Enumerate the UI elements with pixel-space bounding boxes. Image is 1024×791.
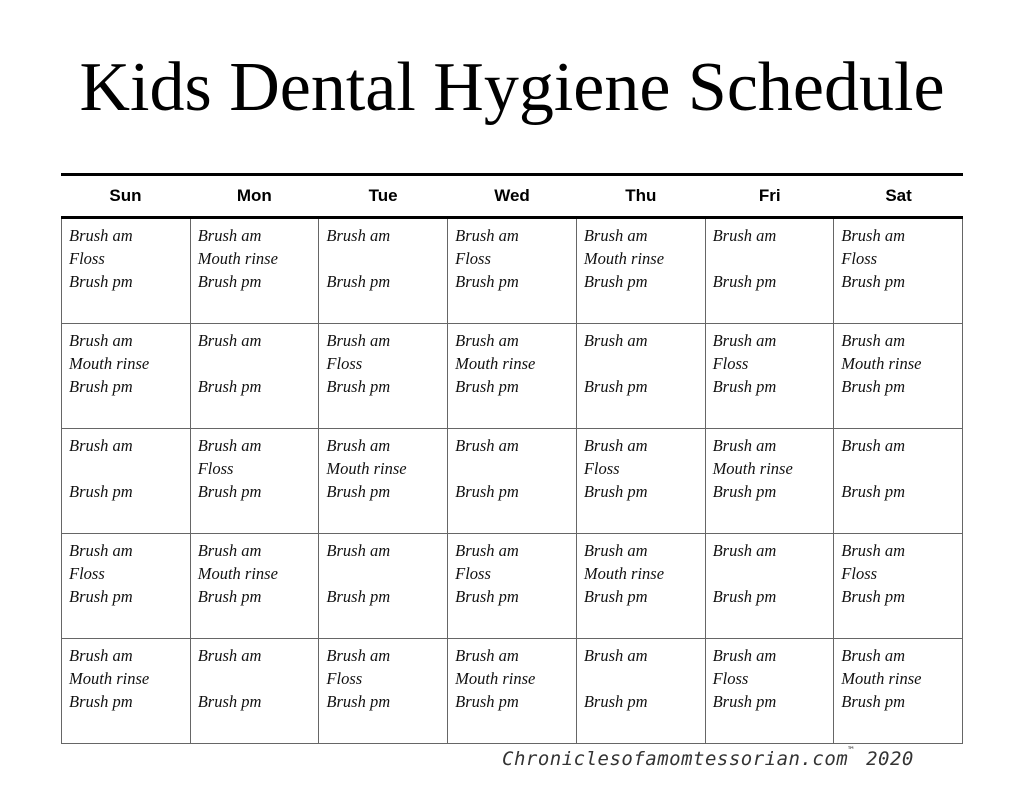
task-line: Brush am bbox=[455, 331, 519, 350]
schedule-cell bbox=[834, 219, 963, 324]
task-line: Brush am bbox=[583, 436, 648, 455]
task-line: Brush pm bbox=[197, 587, 262, 606]
task-line: Floss bbox=[712, 354, 749, 373]
task-line: Brush pm bbox=[455, 482, 519, 501]
schedule-cell bbox=[448, 534, 577, 639]
task-line: Brush am bbox=[326, 436, 391, 455]
task-line: Brush am bbox=[197, 436, 262, 455]
task-line: Brush am bbox=[712, 436, 777, 455]
task-line bbox=[455, 457, 576, 480]
schedule-cell bbox=[834, 324, 963, 429]
day-header-fri: Fri bbox=[758, 186, 781, 205]
task-line: Brush am bbox=[326, 646, 391, 665]
task-line: Brush pm bbox=[197, 692, 262, 711]
task-line: Brush am bbox=[841, 331, 905, 350]
task-line: Mouth rinse bbox=[455, 354, 536, 373]
task-line: Brush am bbox=[583, 646, 648, 665]
schedule-cell bbox=[834, 429, 963, 534]
task-line: Brush pm bbox=[326, 482, 391, 501]
task-line: Brush pm bbox=[583, 587, 648, 606]
day-header-sat: Sat bbox=[885, 186, 912, 205]
footer-credit bbox=[502, 748, 914, 770]
schedule-cell bbox=[319, 324, 448, 429]
schedule-cell bbox=[191, 639, 320, 744]
task-line: Floss bbox=[326, 669, 363, 688]
task-line: Brush pm bbox=[583, 482, 648, 501]
task-line: Brush am bbox=[69, 541, 133, 560]
task-line: Mouth rinse bbox=[712, 459, 793, 478]
schedule-cell bbox=[319, 534, 448, 639]
task-line: Mouth rinse bbox=[583, 564, 665, 583]
task-line: Mouth rinse bbox=[455, 669, 536, 688]
task-line: Brush pm bbox=[583, 692, 648, 711]
task-line: Brush pm bbox=[197, 482, 262, 501]
task-line: Mouth rinse bbox=[69, 669, 150, 688]
schedule-cell bbox=[577, 324, 706, 429]
task-line: Brush am bbox=[455, 646, 519, 665]
task-line: Floss bbox=[326, 354, 363, 373]
task-line: Brush pm bbox=[69, 482, 133, 501]
schedule-cell bbox=[62, 324, 191, 429]
task-line: Brush am bbox=[841, 226, 905, 245]
task-line: Brush am bbox=[841, 646, 905, 665]
task-line: Brush am bbox=[197, 646, 262, 665]
task-line: Brush am bbox=[583, 541, 648, 560]
task-line: Brush pm bbox=[455, 692, 519, 711]
schedule-cell bbox=[191, 219, 320, 324]
schedule-cell bbox=[577, 219, 706, 324]
schedule-cell bbox=[706, 639, 835, 744]
task-line: Brush pm bbox=[455, 587, 519, 606]
task-line: Brush am bbox=[583, 331, 648, 350]
task-line: Brush pm bbox=[841, 482, 905, 501]
task-line: Floss bbox=[455, 249, 491, 268]
task-line bbox=[584, 352, 705, 375]
schedule-cell bbox=[448, 639, 577, 744]
task-line bbox=[326, 247, 447, 270]
task-line: Floss bbox=[69, 564, 105, 583]
task-line: Floss bbox=[197, 459, 234, 478]
task-line: Brush pm bbox=[712, 692, 777, 711]
task-line: Brush am bbox=[326, 541, 391, 560]
task-line: Brush am bbox=[455, 436, 519, 455]
schedule-cell bbox=[319, 639, 448, 744]
task-line bbox=[69, 457, 190, 480]
task-line bbox=[584, 667, 705, 690]
task-line: Floss bbox=[455, 564, 491, 583]
schedule-cell bbox=[62, 219, 191, 324]
task-line: Brush am bbox=[197, 541, 262, 560]
schedule-cell bbox=[706, 429, 835, 534]
task-line: Mouth rinse bbox=[197, 249, 278, 268]
schedule-cell bbox=[448, 219, 577, 324]
task-line: Brush pm bbox=[326, 272, 391, 291]
task-line: Brush am bbox=[197, 226, 262, 245]
task-line: Brush am bbox=[583, 226, 648, 245]
schedule-cell bbox=[448, 429, 577, 534]
footer-year: 2020 bbox=[866, 748, 914, 770]
task-line: Brush pm bbox=[197, 272, 262, 291]
task-line: Brush am bbox=[69, 646, 133, 665]
task-line: Floss bbox=[841, 249, 878, 268]
task-line: Brush pm bbox=[712, 272, 777, 291]
task-line: Mouth rinse bbox=[197, 564, 278, 583]
task-line: Brush pm bbox=[69, 377, 133, 396]
task-line: Brush pm bbox=[69, 587, 133, 606]
task-line bbox=[713, 562, 834, 585]
day-header-mon: Mon bbox=[236, 186, 272, 205]
task-line bbox=[198, 667, 319, 690]
task-line: Brush am bbox=[712, 646, 777, 665]
task-line: Brush pm bbox=[841, 272, 905, 291]
task-line: Brush pm bbox=[841, 377, 905, 396]
schedule-cell bbox=[834, 534, 963, 639]
schedule-cell bbox=[191, 324, 320, 429]
task-line: Brush pm bbox=[455, 377, 519, 396]
task-line: Brush am bbox=[69, 331, 133, 350]
task-line: Floss bbox=[712, 669, 749, 688]
task-line: Brush am bbox=[69, 226, 133, 245]
schedule-cell bbox=[191, 534, 320, 639]
task-line: Brush pm bbox=[69, 272, 133, 291]
task-line: Brush am bbox=[326, 226, 391, 245]
schedule-cell bbox=[62, 639, 191, 744]
task-line: Brush am bbox=[712, 331, 777, 350]
task-line: Brush pm bbox=[712, 377, 777, 396]
task-line: Brush pm bbox=[326, 377, 391, 396]
task-line: Brush am bbox=[841, 436, 905, 455]
task-line: Brush pm bbox=[326, 587, 391, 606]
task-line: Brush am bbox=[712, 226, 777, 245]
task-line: Brush am bbox=[197, 331, 262, 350]
schedule-cell bbox=[191, 429, 320, 534]
footer-site: Chroniclesofamomtessorian.com bbox=[502, 748, 849, 770]
task-line: Brush pm bbox=[583, 272, 648, 291]
task-line: Brush am bbox=[841, 541, 905, 560]
schedule-cell bbox=[577, 534, 706, 639]
day-header-wed: Wed bbox=[494, 186, 530, 205]
task-line: Brush am bbox=[69, 436, 133, 455]
schedule-cell bbox=[319, 219, 448, 324]
day-header-sun: Sun bbox=[109, 186, 142, 205]
day-header-tue: Tue bbox=[368, 186, 398, 205]
task-line: Mouth rinse bbox=[583, 249, 665, 268]
task-line: Brush am bbox=[455, 541, 519, 560]
schedule-cell bbox=[706, 324, 835, 429]
schedule-cell bbox=[448, 324, 577, 429]
day-header-row bbox=[61, 176, 963, 219]
task-line: Brush pm bbox=[712, 482, 777, 501]
task-line: Mouth rinse bbox=[841, 354, 922, 373]
task-line: Mouth rinse bbox=[841, 669, 922, 688]
task-line: Mouth rinse bbox=[69, 354, 150, 373]
schedule-cell bbox=[706, 534, 835, 639]
task-line: Brush pm bbox=[69, 692, 133, 711]
task-line: Brush pm bbox=[455, 272, 519, 291]
footer-trademark: ™ bbox=[848, 746, 855, 756]
schedule-cell bbox=[577, 639, 706, 744]
schedule-cell bbox=[319, 429, 448, 534]
task-line: Brush pm bbox=[841, 692, 905, 711]
schedule-cell bbox=[62, 534, 191, 639]
task-line: Brush pm bbox=[712, 587, 777, 606]
task-line: Brush pm bbox=[326, 692, 391, 711]
task-line: Floss bbox=[69, 249, 105, 268]
task-line: Brush pm bbox=[197, 377, 262, 396]
task-line: Mouth rinse bbox=[326, 459, 407, 478]
page-title: Kids Dental Hygiene Schedule bbox=[79, 49, 945, 126]
task-line bbox=[198, 352, 319, 375]
schedule-grid bbox=[61, 219, 963, 744]
schedule-cell bbox=[834, 639, 963, 744]
task-line: Brush pm bbox=[841, 587, 905, 606]
day-header-thu: Thu bbox=[625, 186, 657, 205]
task-line: Brush am bbox=[455, 226, 519, 245]
task-line: Brush am bbox=[326, 331, 391, 350]
schedule-cell bbox=[577, 429, 706, 534]
task-line bbox=[841, 457, 962, 480]
task-line: Brush am bbox=[712, 541, 777, 560]
task-line: Floss bbox=[841, 564, 878, 583]
task-line bbox=[713, 247, 834, 270]
schedule-cell bbox=[706, 219, 835, 324]
task-line: Floss bbox=[583, 459, 620, 478]
schedule-cell bbox=[62, 429, 191, 534]
task-line bbox=[326, 562, 447, 585]
task-line: Brush pm bbox=[583, 377, 648, 396]
schedule-table bbox=[61, 173, 963, 744]
